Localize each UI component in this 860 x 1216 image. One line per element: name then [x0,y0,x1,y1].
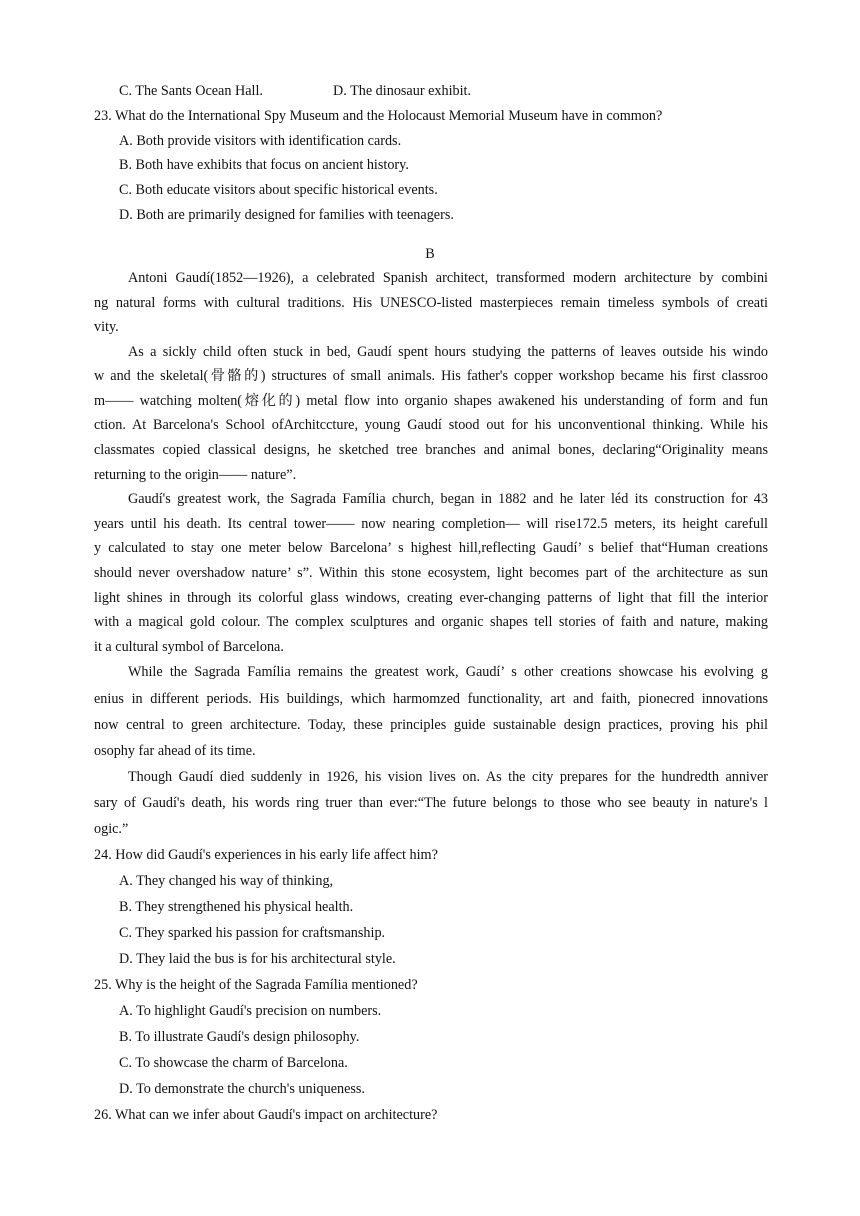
q24-option-a: A. They changed his way of thinking, [119,873,334,889]
q24-option-d: D. They laid the bus is for his architectural style. [119,951,396,967]
q25-option-b: B. To illustrate Gaudí's design philosophy. [119,1029,360,1045]
passage-p4-line: osophy far ahead of its time. [94,743,256,759]
passage-p4-line: While the Sagrada Família remains the greatest work, Gaudí’ s other creations showcase his evolving g [128,664,768,680]
q25-option-c: C. To showcase the charm of Barcelona. [119,1055,348,1071]
passage-p3-line: should never overshadow nature’ s”. Within this stone ecosystem, light becomes part of the architecture as sun [94,565,768,581]
passage-p5-line: sary of Gaudí's death, his words ring truer than ever:“The future belongs to those who see beauty in nature's l [94,795,768,811]
q24-option-b: B. They strengthened his physical health. [119,899,354,915]
q23-option-a: A. Both provide visitors with identification cards. [119,133,402,149]
question-25: 25. Why is the height of the Sagrada Família mentioned? [94,977,418,993]
question-23: 23. What do the International Spy Museum and the Holocaust Memorial Museum have in common? [94,108,663,124]
q24-option-c: C. They sparked his passion for craftsmanship. [119,925,386,941]
passage-p3-line: light shines in through its colorful glass windows, creating ever-changing patterns of light that fill the interior [94,590,768,606]
option-c-prev: C. The Sants Ocean Hall. [119,83,263,99]
passage-p2-line: returning to the origin—— nature”. [94,467,297,483]
q25-option-d: D. To demonstrate the church's uniqueness. [119,1081,365,1097]
passage-p2-line: w and the skeletal(骨骼的) structures of small animals. His father's copper workshop became his first classroo [94,368,768,384]
passage-p3-line: y calculated to stay one meter below Barcelona’ s highest hill,reflecting Gaudí’ s belief that“Human creations [94,540,768,556]
passage-p4-line: enius in different periods. His buildings, which harmomzed functionality, art and faith, pionecred innovations [94,691,768,707]
passage-p3-line: with a magical gold colour. The complex sculptures and organic shapes tell stories of faith and nature, making [94,614,768,630]
passage-p2-line: ction. At Barcelona's School ofArchitccture, young Gaudí stood out for his unconventional thinking. While his [94,417,768,433]
question-24: 24. How did Gaudí's experiences in his early life affect him? [94,847,438,863]
passage-p2-line: As a sickly child often stuck in bed, Gaudí spent hours studying the patterns of leaves outside his windo [128,344,768,360]
q23-option-b: B. Both have exhibits that focus on ancient history. [119,157,409,173]
passage-p1-line: vity. [94,319,119,335]
q23-option-c: C. Both educate visitors about specific historical events. [119,182,438,198]
question-26: 26. What can we infer about Gaudí's impact on architecture? [94,1107,438,1123]
passage-p5-line: Though Gaudí died suddenly in 1926, his vision lives on. As the city prepares for the hundredth anniver [128,769,768,785]
passage-p3-line: Gaudí's greatest work, the Sagrada Família church, began in 1882 and he later léd its construction for 43 [128,491,768,507]
passage-p3-line: it a cultural symbol of Barcelona. [94,639,284,655]
passage-p1-line: ng natural forms with cultural traditions. His UNESCO-listed masterpieces remain timeless symbols of creati [94,295,768,311]
passage-p5-line: ogic.” [94,821,129,837]
passage-p2-line: classmates copied classical designs, he sketched tree branches and animal bones, declaring“Originality means [94,442,768,458]
passage-p2-line: m—— watching molten(熔化的) metal flow into organio shapes awakened his understanding of form and fun [94,393,768,409]
q25-option-a: A. To highlight Gaudí's precision on numbers. [119,1003,382,1019]
passage-p1-line: Antoni Gaudí(1852—1926), a celebrated Spanish architect, transformed modern architecture by combini [128,270,768,286]
q23-option-d: D. Both are primarily designed for families with teenagers. [119,207,454,223]
option-d-prev: D. The dinosaur exhibit. [333,83,472,99]
section-label: B [425,246,435,262]
passage-p3-line: years until his death. Its central tower—— now nearing completion— will rise172.5 meters, its height carefull [94,516,768,532]
passage-p4-line: now central to green architecture. Today, these principles guide sustainable design practices, proving his phil [94,717,768,733]
